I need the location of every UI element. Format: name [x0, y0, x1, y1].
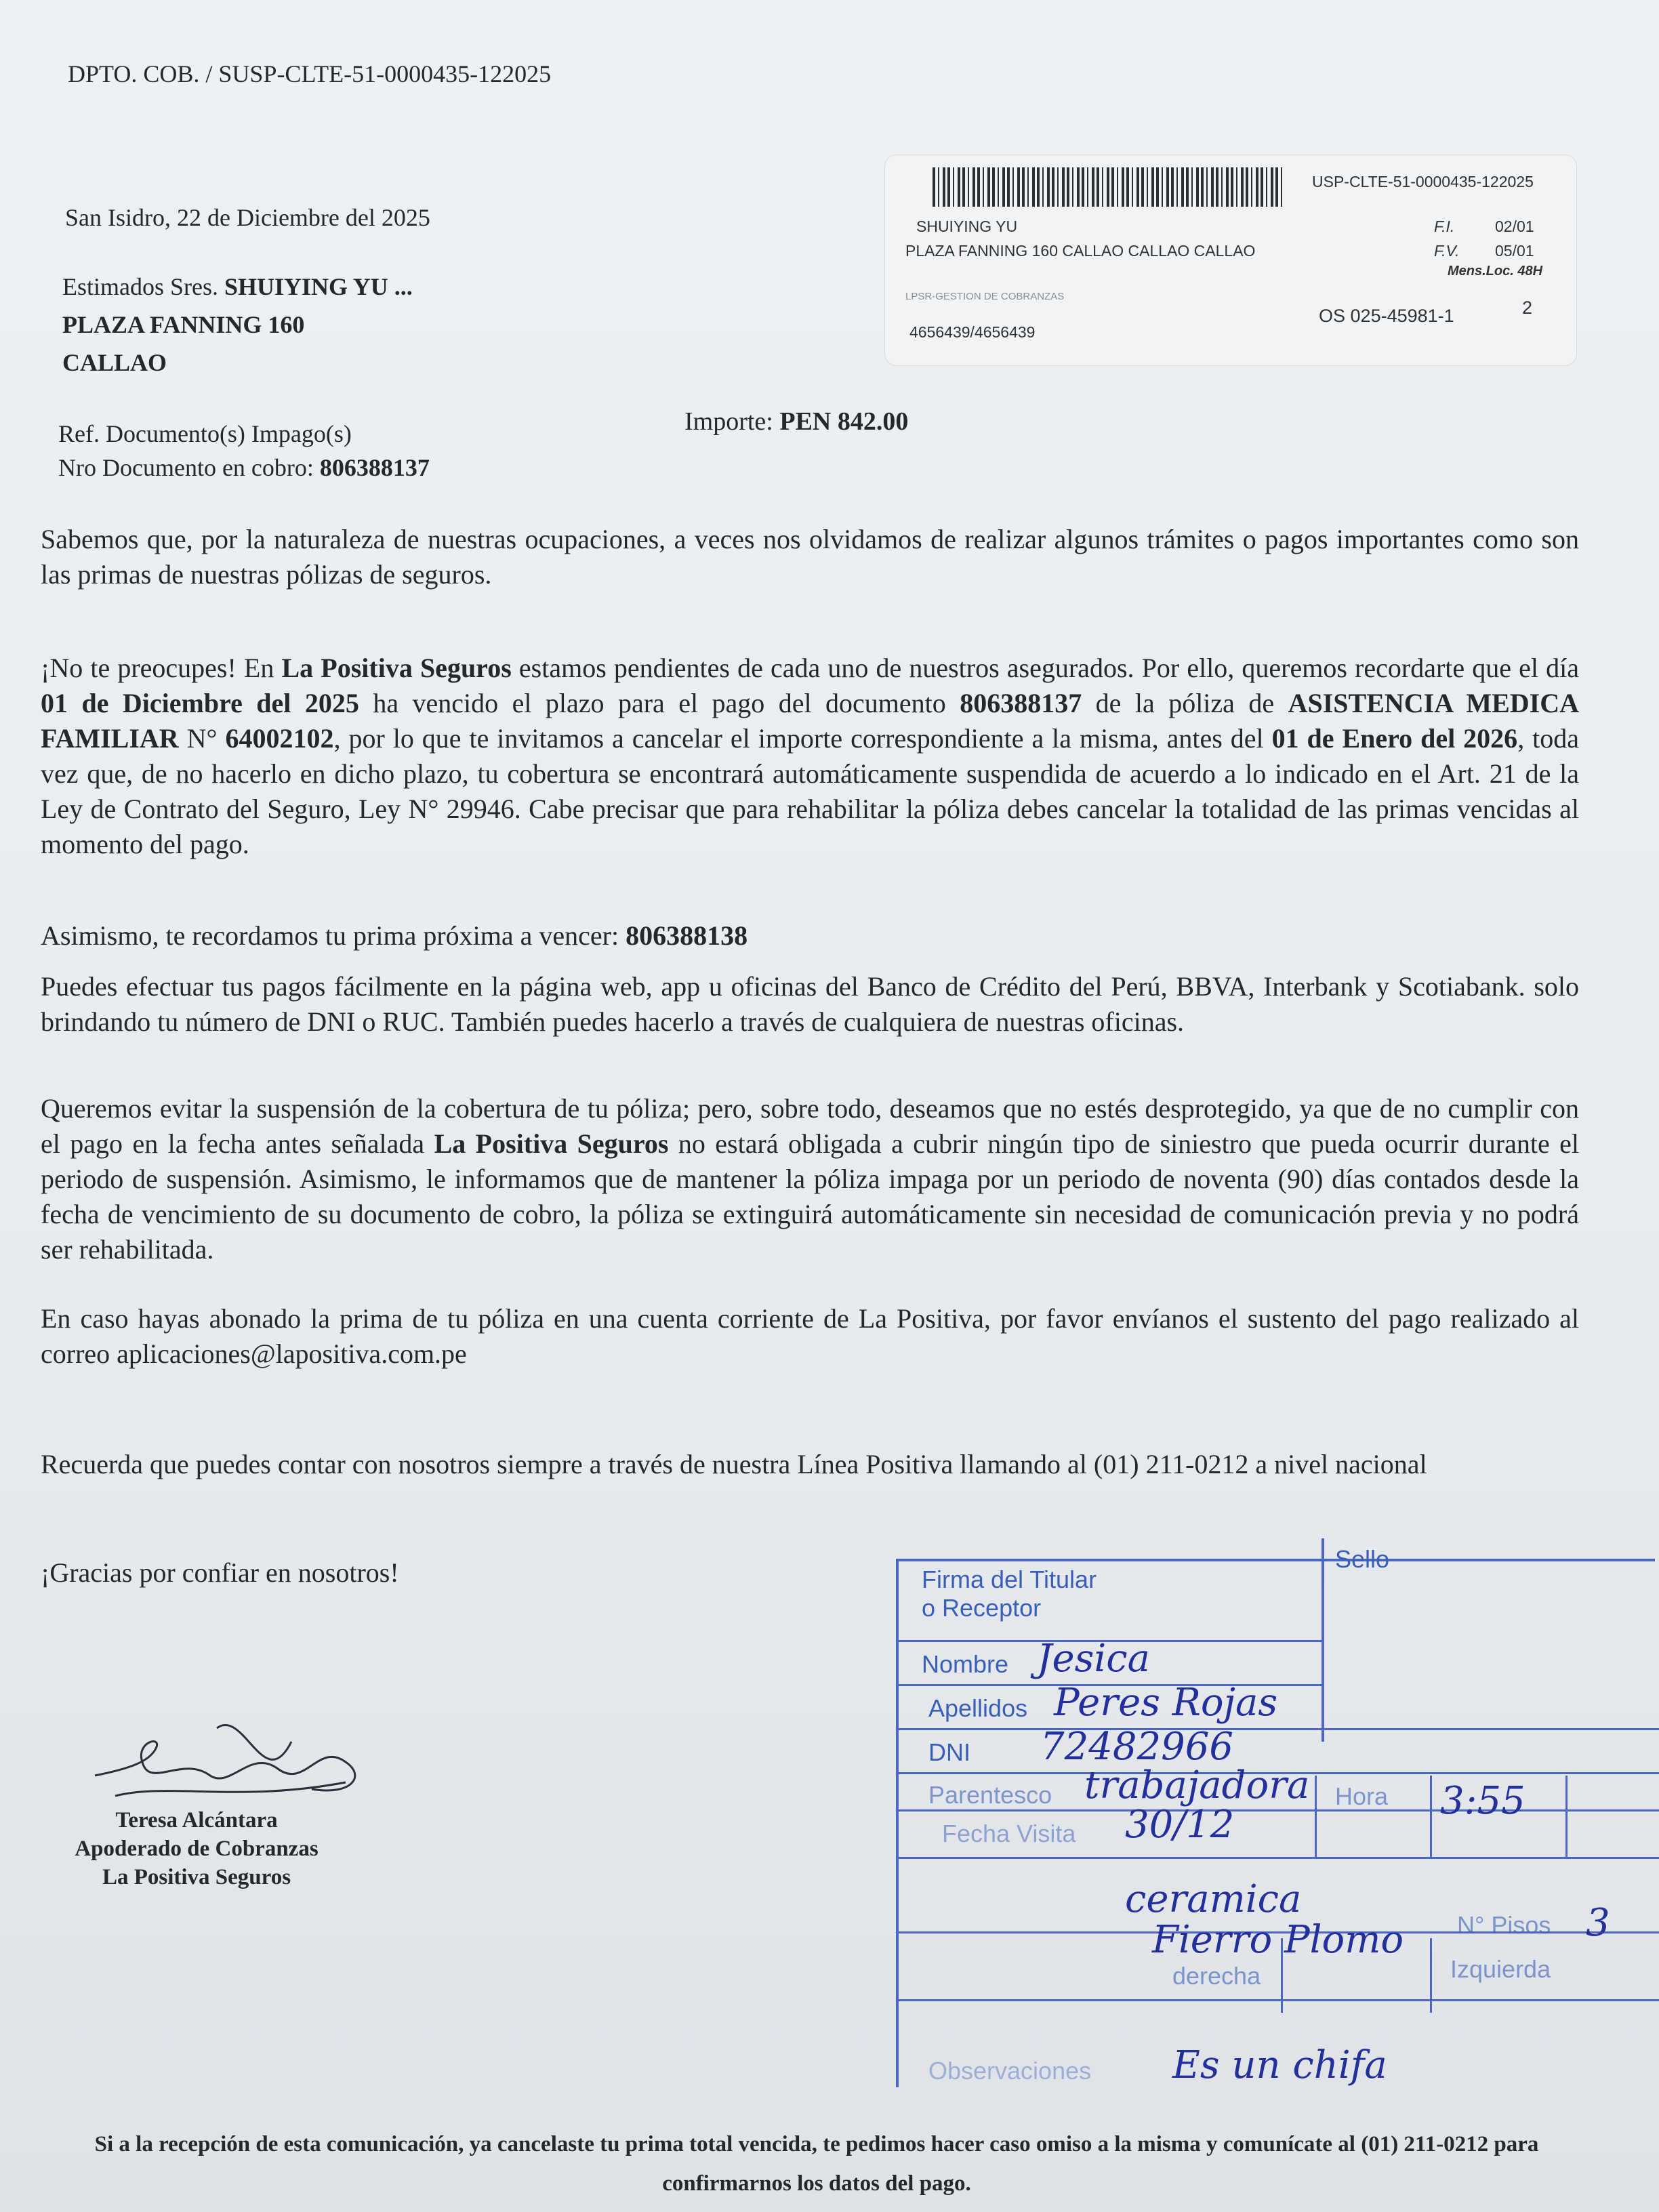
letter-date: San Isidro, 22 de Diciembre del 2025 [65, 204, 430, 231]
paragraph-7: Recuerda que puedes contar con nosotros siempre a través de nuestra Línea Positiva llamando al (01) 211-0212 a nivel nacional [41, 1449, 1427, 1479]
footer-note: Si a la recepción de esta comunicación, ya cancelaste tu prima total vencida, te pedimos hacer caso omiso a la misma y comunícate al (01) 211-0212 para confirmarnos los datos del pago. [94, 2132, 1539, 2196]
hora-label: Hora [1335, 1782, 1389, 1810]
pisos-value: 3 [1586, 1901, 1610, 1945]
label-code: USP-CLTE-51-0000435-122025 [1312, 173, 1534, 190]
sello-label: Sello [1335, 1545, 1390, 1573]
observaciones-value: Es un chifa [1172, 2043, 1387, 2087]
apellidos-value: Peres Rojas [1054, 1681, 1278, 1725]
hora-value: 3:55 [1440, 1779, 1525, 1823]
handwritten-signature [88, 1701, 373, 1816]
recipient-address [62, 268, 413, 382]
address-line1: PLAZA FANNING 160 [62, 311, 305, 338]
nombre-label: Nombre [922, 1650, 1009, 1678]
fv-value: 05/01 [1495, 242, 1534, 260]
izquierda-label: Izquierda [1450, 1955, 1551, 1983]
firma-label: Firma del Titular o Receptor [922, 1565, 1097, 1622]
mailing-label [884, 155, 1577, 366]
parentesco-value: trabajadora [1084, 1763, 1310, 1807]
ref-label: Ref. Documento(s) Impago(s) [58, 420, 352, 447]
fecha-visita-value: 30/12 [1125, 1803, 1235, 1847]
paragraph-2: ¡No te preocupes! En La Positiva Seguros estamos pendientes de cada uno de nuestros asegurados. Por ello, queremos recordarte que el día 01 de Diciembre del 2025 ha vencido el plazo para el pago del documento 806388137 de la póliza de ASISTENCIA MEDICA FAMILIAR N° 64002102, por lo que te invitamos a cancelar el importe correspondiente a la misma, antes del 01 de Enero del 2026, toda vez que, de no hacerlo en dicho plazo, tu cobertura se encontrará automáticamente suspendida de acuerdo a lo indicado en el Art. 21 de la Ley de Contrato del Seguro, Ley N° 29946. Cabe precisar que para rehabilitar la póliza debes cancelar la totalidad de las primas vencidas al momento del pago. [41, 653, 1580, 859]
derecha-label: derecha [1172, 1962, 1261, 1990]
label-address: PLAZA FANNING 160 CALLAO CALLAO CALLAO [905, 242, 1256, 260]
fecha-visita-label: Fecha Visita [942, 1820, 1076, 1847]
recipient-name: SHUIYING YU ... [224, 273, 413, 300]
doc-label: Nro Documento en cobro: [58, 454, 314, 481]
department-reference: DPTO. COB. / SUSP-CLTE-51-0000435-122025 [68, 60, 552, 87]
observaciones-label: Observaciones [928, 2057, 1092, 2085]
paragraph-5: Queremos evitar la suspensión de la cobertura de tu póliza; pero, sobre todo, deseamos que no estés desprotegido, ya que de no cumplir con el pago en la fecha antes señalada La Positiva Seguros no estará obligada a cubrir ningún tipo de siniestro que pueda ocurrir durante el periodo de suspensión. Asimismo, le informamos que de mantener la póliza impaga por un periodo de noventa (90) días contados desde la fecha de vencimiento de su documento de cobro, la póliza se extinguirá automáticamente sin necesidad de comunicación previa y no podrá ser rehabilitada. [41, 1093, 1579, 1265]
paragraph-4: Puedes efectuar tus pagos fácilmente en la página web, app u oficinas del Banco de Crédito del Perú, BBVA, Interbank y Scotiabank. solo brindando tu número de DNI o RUC. También puedes hacerlo a través de cualquiera de nuestras oficinas. [41, 971, 1579, 1037]
importe-label: Importe: [684, 407, 773, 436]
signer-role: Apoderado de Cobranzas [75, 1837, 319, 1861]
importe-value: PEN 842.00 [779, 407, 909, 436]
mens-loc: Mens.Loc. 48H [1448, 264, 1543, 279]
amount [684, 407, 908, 436]
fi-value: 02/01 [1495, 218, 1534, 235]
paragraph-6: En caso hayas abonado la prima de tu póliza en una cuenta corriente de La Positiva, por favor envíanos el sustento del pago realizado al correo aplicaciones@lapositiva.com.pe [41, 1303, 1579, 1369]
paragraph-3: Asimismo, te recordamos tu prima próxima a vencer: 806388138 [41, 920, 748, 951]
fv-label: F.V. [1434, 242, 1460, 260]
label-page-number: 2 [1522, 298, 1533, 318]
paragraph-1: Sabemos que, por la naturaleza de nuestras ocupaciones, a veces nos olvidamos de realizar algunos trámites o pagos importantes como son las primas de nuestras pólizas de seguros. [41, 524, 1579, 590]
material-value-2: Fierro Plomo [1152, 1918, 1404, 1962]
label-phones: 4656439/4656439 [909, 323, 1036, 341]
closing-thanks: ¡Gracias por confiar en nosotros! [41, 1557, 399, 1588]
doc-number: 806388137 [319, 454, 430, 481]
nombre-value: Jesica [1037, 1637, 1150, 1681]
dni-label: DNI [928, 1738, 970, 1766]
apellidos-label: Apellidos [928, 1694, 1028, 1722]
pisos-label: N° Pisos [1457, 1911, 1551, 1939]
signature-block [68, 1806, 325, 1891]
dni-value: 72482966 [1040, 1725, 1234, 1769]
material-value: ceramica [1125, 1877, 1302, 1921]
salutation: Estimados Sres. [62, 273, 218, 300]
label-name: SHUIYING YU [916, 218, 1018, 235]
label-dept: LPSR-GESTION DE COBRANZAS [905, 291, 1065, 302]
os-number: OS 025-45981-1 [1319, 306, 1454, 326]
receipt-stamp-form [888, 1511, 1659, 2121]
signer-company: La Positiva Seguros [102, 1865, 291, 1889]
signer-name: Teresa Alcántara [115, 1808, 278, 1832]
address-line2: CALLAO [62, 349, 167, 376]
document-reference [58, 417, 430, 485]
fi-label: F.I. [1434, 218, 1455, 235]
barcode [933, 167, 1285, 207]
parentesco-label: Parentesco [928, 1781, 1052, 1809]
